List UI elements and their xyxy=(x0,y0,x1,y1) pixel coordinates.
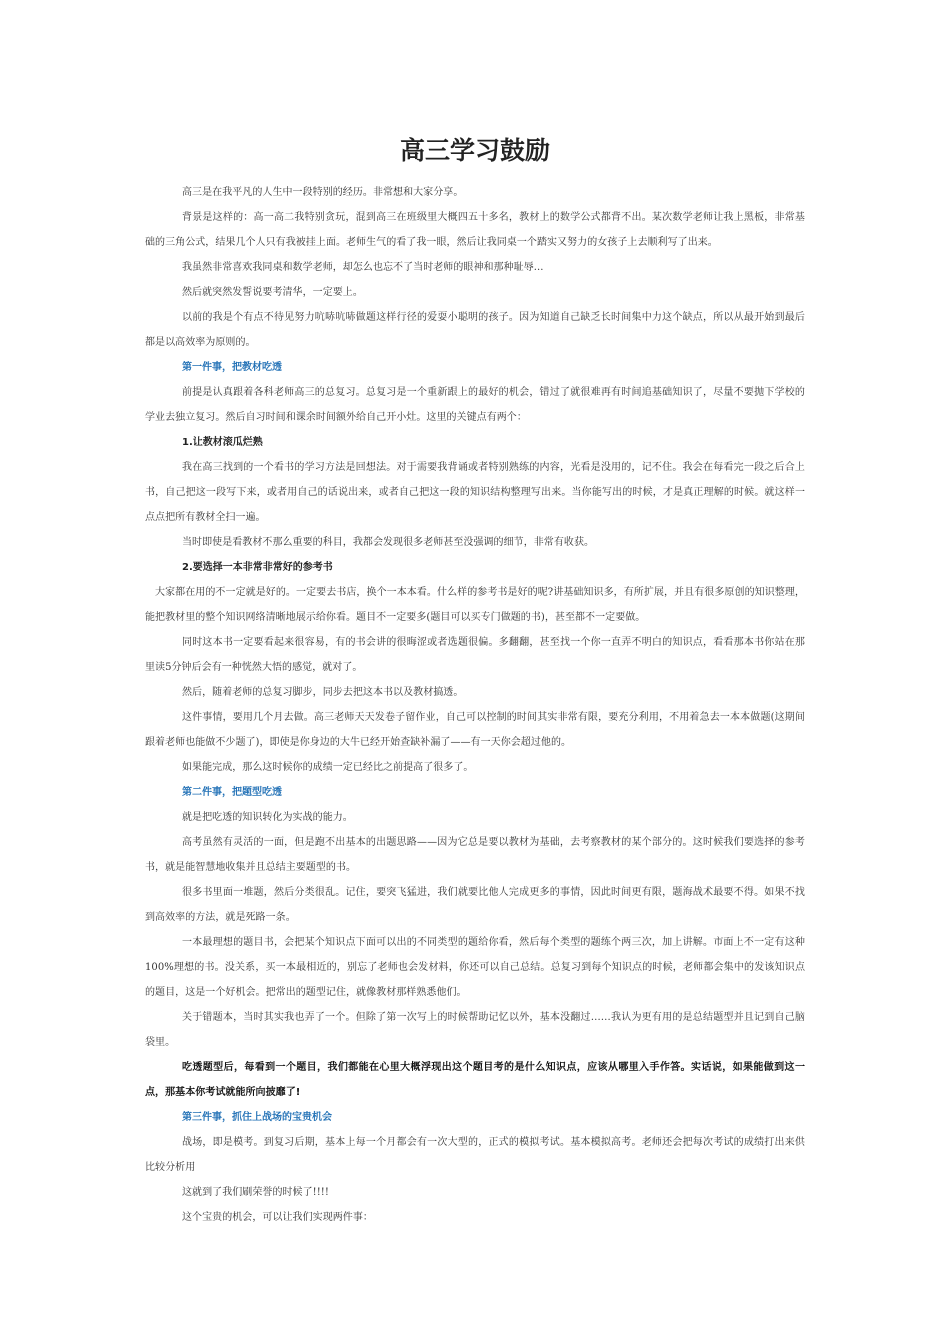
paragraph: 战场，即是模考。到复习后期，基本上每一个月都会有一次大型的，正式的模拟考试。基本模拟高考。老师还会把每次考试的成绩打出来供比较分析用 xyxy=(145,1137,805,1173)
paragraph: 我虽然非常喜欢我同桌和数学老师，却怎么也忘不了当时老师的眼神和那种耻辱... xyxy=(182,262,544,273)
document-page xyxy=(145,130,805,1230)
paragraph: 我在高三找到的一个看书的学习方法是回想法。对于需要我背诵或者特别熟练的内容，光看是没用的，记不住。我会在每看完一段之后合上书，自己把这一段写下来，或者用自己的话说出来，或者自己把这一段的知识结构整理写出来。当你能写出的时候，才是真正理解的时候。就这样一点点把所有教材全扫一遍。 xyxy=(145,462,805,523)
emphasis-paragraph: 吃透题型后，每看到一个题目，我们都能在心里大概浮现出这个题目考的是什么知识点，应该从哪里入手作答。实话说，如果能做到这一点，那基本你考试就能所向披靡了! xyxy=(145,1062,805,1098)
paragraph: 关于错题本，当时其实我也弄了一个。但除了第一次写上的时候帮助记忆以外，基本没翻过……我认为更有用的是总结题型并且记到自己脑袋里。 xyxy=(145,1012,805,1048)
paragraph: 高考虽然有灵活的一面，但是跑不出基本的出题思路——因为它总是要以教材为基础，去考察教材的某个部分的。这时候我们要选择的参考书，就是能智慧地收集并且总结主要题型的书。 xyxy=(145,837,805,873)
paragraph: 很多书里面一堆题，然后分类很乱。记住，要突飞猛进，我们就要比他人完成更多的事情，因此时间更有限，题海战术最要不得。如果不找到高效率的方法，就是死路一条。 xyxy=(145,887,805,923)
paragraph: 就是把吃透的知识转化为实战的能力。 xyxy=(182,812,353,823)
section-heading: 第一件事，把教材吃透 xyxy=(182,362,282,373)
paragraph: 前提是认真跟着各科老师高三的总复习。总复习是一个重新跟上的最好的机会，错过了就很难再有时间追基础知识了，尽量不要抛下学校的学业去独立复习。然后自习时间和课余时间额外给自己开小灶。这里的关键点有两个： xyxy=(145,387,805,423)
paragraph: 以前的我是个有点不待见努力吭哧吭哧做题这样行径的爱耍小聪明的孩子。因为知道自己缺乏长时间集中力这个缺点，所以从最开始到最后都是以高效率为原则的。 xyxy=(145,312,805,348)
paragraph: 一本最理想的题目书，会把某个知识点下面可以出的不同类型的题给你看，然后每个类型的题练个两三次，加上讲解。市面上不一定有这种100%理想的书。没关系，买一本最相近的，别忘了老师也会发材料，你还可以自己总结。总复习到每个知识点的时候，老师都会集中的发该知识点的题目，这是一个好机会。把常出的题型记住，就像教材那样熟悉他们。 xyxy=(145,937,805,998)
paragraph: 高三是在我平凡的人生中一段特别的经历。非常想和大家分享。 xyxy=(182,187,464,198)
subsection-heading: 2.要选择一本非常非常好的参考书 xyxy=(182,562,333,573)
paragraph: 同时这本书一定要看起来很容易，有的书会讲的很晦涩或者选题很偏。多翻翻，甚至找一个你一直弄不明白的知识点，看看那本书你站在那里读5分钟后会有一种恍然大悟的感觉，就对了。 xyxy=(145,637,805,673)
paragraph: 这个宝贵的机会，可以让我们实现两件事： xyxy=(182,1212,373,1223)
paragraph: 大家都在用的不一定就是好的。一定要去书店，换个一本本看。什么样的参考书是好的呢?讲基础知识多，有所扩展，并且有很多原创的知识整理，能把教材里的整个知识网络清晰地展示给你看。题目不一定要多(题目可以买专门做题的书)，甚至都不一定要做。 xyxy=(145,587,805,623)
paragraph: 当时即使是看教材不那么重要的科目，我都会发现很多老师甚至没强调的细节，非常有收获。 xyxy=(182,537,595,548)
paragraph: 如果能完成，那么这时候你的成绩一定已经比之前提高了很多了。 xyxy=(182,762,474,773)
paragraph: 背景是这样的：高一高二我特别贪玩，混到高三在班级里大概四五十多名，教材上的数学公式都背不出。某次数学老师让我上黑板，非常基础的三角公式，结果几个人只有我被挂上面。老师生气的看了我一眼，然后让我同桌一个踏实又努力的女孩子上去顺利写了出来。 xyxy=(145,212,805,248)
page-title: 高三学习鼓励 xyxy=(399,136,550,165)
paragraph: 然后就突然发誓说要考清华，一定要上。 xyxy=(182,287,363,298)
section-heading: 第三件事，抓住上战场的宝贵机会 xyxy=(182,1112,332,1123)
paragraph: 这就到了我们刷荣誉的时候了!!!! xyxy=(182,1187,329,1198)
paragraph: 这件事情，要用几个月去做。高三老师天天发卷子留作业，自己可以控制的时间其实非常有限，要充分利用，不用着急去一本本做题(这期间跟着老师也能做不少题了)，即使是你身边的大牛已经开始查缺补漏了——有一天你会超过他的。 xyxy=(145,712,805,748)
paragraph: 然后，随着老师的总复习脚步，同步去把这本书以及教材搞透。 xyxy=(182,687,464,698)
section-heading: 第二件事，把题型吃透 xyxy=(182,787,282,798)
subsection-heading: 1.让教材滚瓜烂熟 xyxy=(182,437,263,448)
